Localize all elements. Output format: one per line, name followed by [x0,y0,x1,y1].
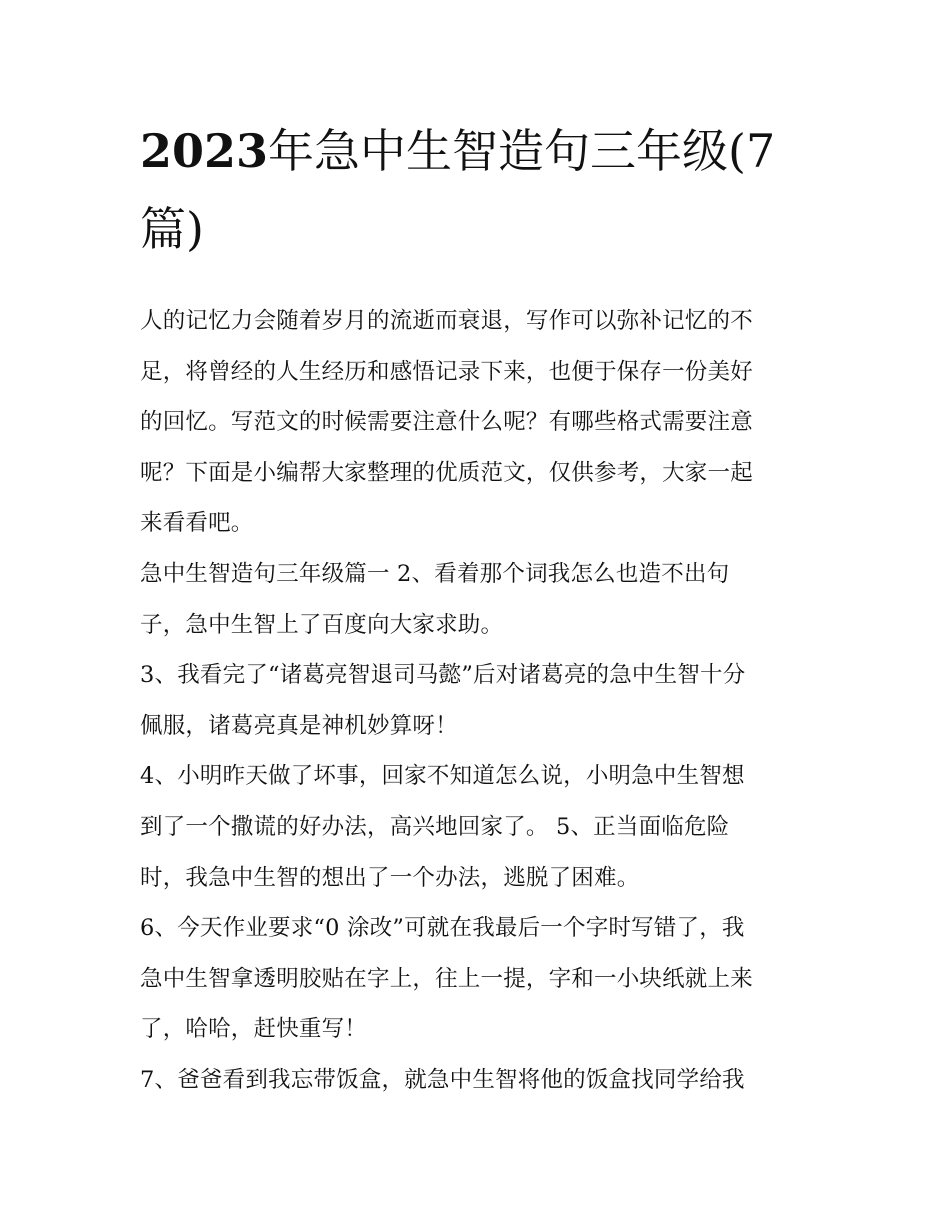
paragraph-example-7 [140,1055,812,1106]
title-year: 2023 [140,124,269,178]
title-line-2: 篇) [140,202,204,256]
text-line: 4、小明昨天做了坏事，回家不知道怎么说，小明急中生智想 [140,763,745,790]
text-line: 7、爸爸看到我忘带饭盒，就急中生智将他的饭盒找同学给我 [140,1066,745,1093]
paragraph-example-6 [140,903,812,1055]
paragraph-example-2 [140,549,812,650]
text-line: 了，哈哈，赶快重写！ [140,1016,368,1043]
title-text: 年急中生智造句三年级(7 [268,124,776,178]
text-line: 子，急中生智上了百度向大家求助。 [140,611,504,638]
text-line: 佩服，诸葛亮真是神机妙算呀！ [140,712,458,739]
text-line: 来看看吧。 [140,510,254,537]
document-title [140,112,812,268]
text-line: 人的记忆力会随着岁月的流逝而衰退，写作可以弥补记忆的不 [140,308,753,334]
text-line: 的回忆。写范文的时候需要注意什么呢？有哪些格式需要注意 [140,409,753,436]
text-line: 呢？下面是小编帮大家整理的优质范文，仅供参考，大家一起 [140,459,753,486]
text-line: 时，我急中生智的想出了一个办法，逃脱了困难。 [140,864,640,891]
text-line: 急中生智造句三年级篇一 2、看着那个词我怎么也造不出句 [140,560,730,587]
paragraph-example-4-5 [140,751,812,903]
paragraph-example-3 [140,650,812,751]
text-line: 3、我看完了“诸葛亮智退司马懿”后对诸葛亮的急中生智十分 [140,662,746,689]
text-line: 6、今天作业要求“0 涂改”可就在我最后一个字时写错了，我 [140,915,745,942]
document-body [140,296,812,1106]
document-page [140,112,812,1106]
title-line-1 [140,112,812,190]
text-line: 到了一个撒谎的好办法，高兴地回家了。 5、正当面临危险 [140,813,730,840]
text-line: 足，将曾经的人生经历和感悟记录下来，也便于保存一份美好 [140,358,753,385]
text-line: 急中生智拿透明胶贴在字上，往上一提，字和一小块纸就上来 [140,965,753,992]
paragraph-intro [140,296,812,549]
